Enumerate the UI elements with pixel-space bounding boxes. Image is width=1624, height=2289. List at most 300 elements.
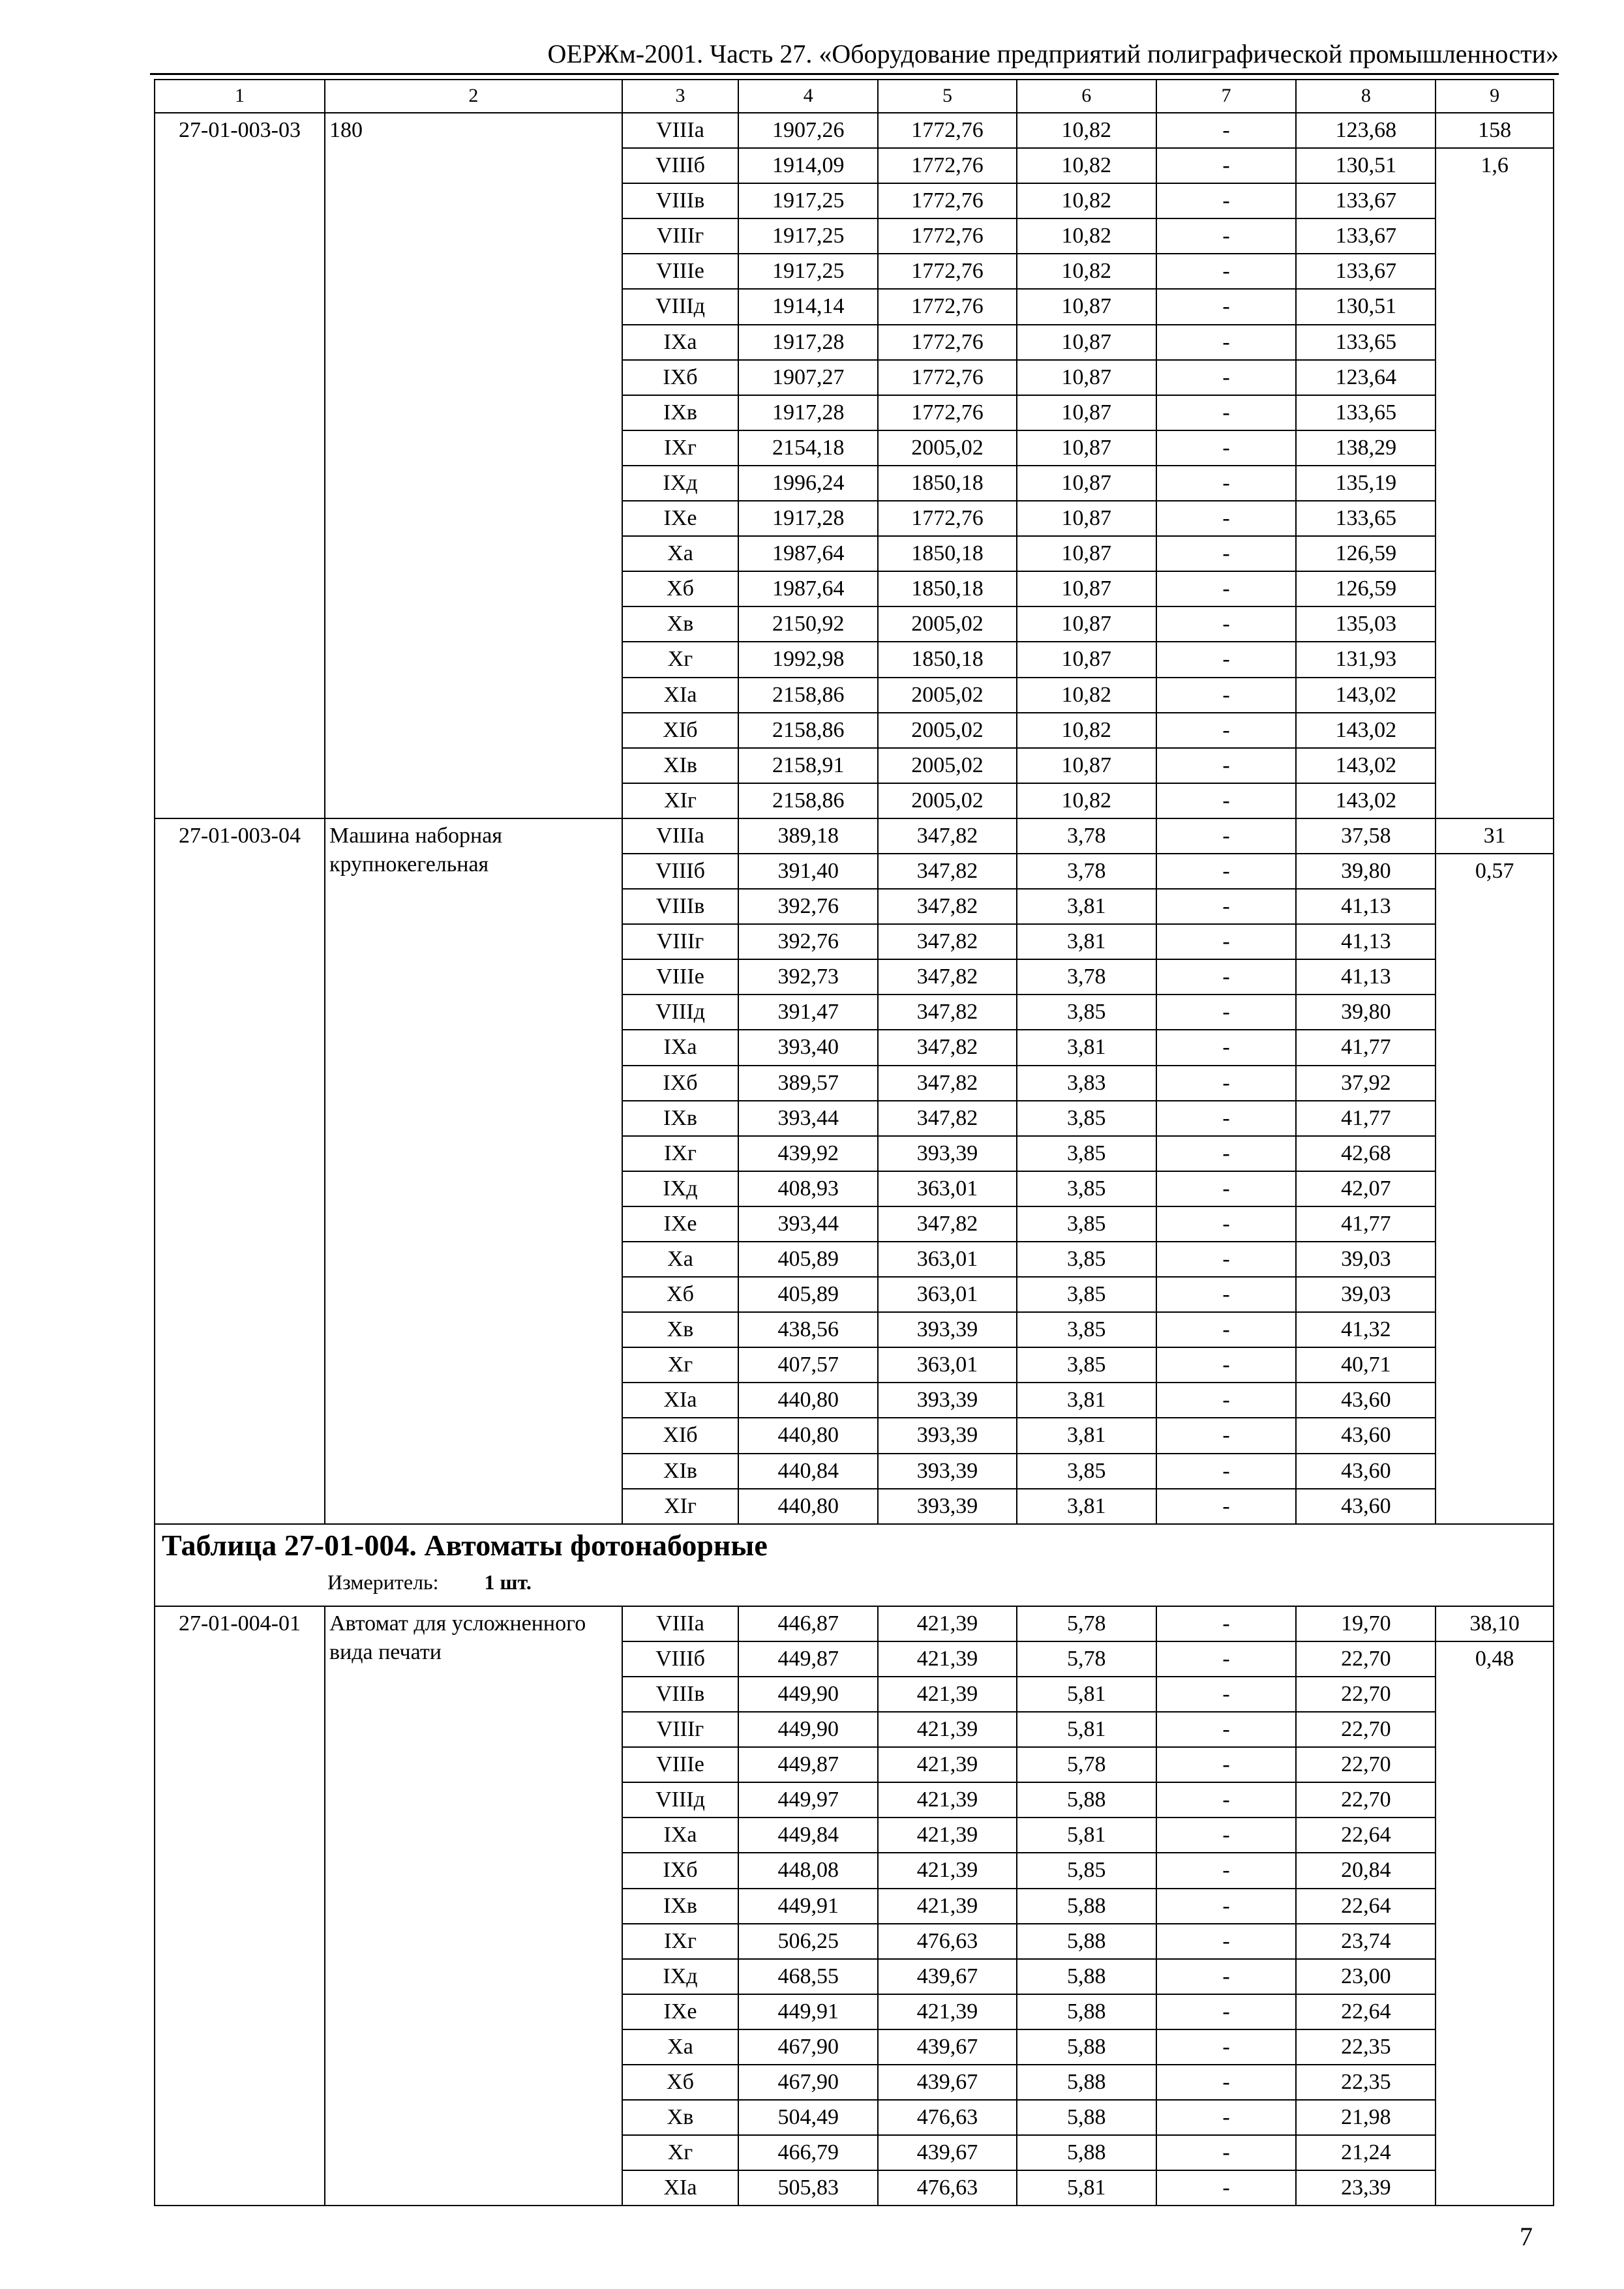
table-cell: 1772,76	[878, 325, 1017, 360]
table-cell: 421,39	[878, 1747, 1017, 1782]
table-cell: 10,87	[1017, 325, 1156, 360]
column-number: 7	[1156, 80, 1297, 113]
table-cell: -	[1156, 1383, 1297, 1418]
table-cell: 1987,64	[738, 536, 878, 571]
table-cell: 133,65	[1296, 395, 1436, 430]
column-number: 3	[622, 80, 739, 113]
table-cell: 407,57	[738, 1347, 878, 1383]
table-cell: 43,60	[1296, 1454, 1436, 1489]
table-cell: 21,24	[1296, 2135, 1436, 2170]
table-cell: 22,64	[1296, 1818, 1436, 1853]
table-cell: 133,65	[1296, 501, 1436, 536]
table-cell: IXа	[622, 1818, 739, 1853]
table-cell: 363,01	[878, 1347, 1017, 1383]
norm-name: Машина наборная крупнокегельная	[325, 818, 622, 1524]
table-cell: -	[1156, 1136, 1297, 1171]
table-cell: -	[1156, 2100, 1297, 2135]
table-cell: -	[1156, 606, 1297, 642]
table-cell: 1917,25	[738, 254, 878, 289]
table-cell: IXг	[622, 1924, 739, 1959]
table-cell: 21,98	[1296, 2100, 1436, 2135]
table-cell: 347,82	[878, 854, 1017, 889]
table-cell: 10,87	[1017, 289, 1156, 324]
table-cell: 347,82	[878, 1066, 1017, 1101]
table-cell: -	[1156, 536, 1297, 571]
table-cell: 421,39	[878, 1994, 1017, 2029]
table-cell: 3,85	[1017, 1277, 1156, 1312]
table-cell: VIIIа	[622, 113, 739, 148]
table-cell: -	[1156, 642, 1297, 677]
table-cell: 10,82	[1017, 183, 1156, 218]
table-cell: 40,71	[1296, 1347, 1436, 1383]
table-cell: IXе	[622, 501, 739, 536]
table-cell: IXв	[622, 395, 739, 430]
table-cell: 421,39	[878, 1677, 1017, 1712]
table-cell: 5,81	[1017, 1677, 1156, 1712]
table-cell: Xб	[622, 1277, 739, 1312]
table-cell: IXг	[622, 1136, 739, 1171]
table-cell: 5,78	[1017, 1747, 1156, 1782]
table-cell: -	[1156, 1924, 1297, 1959]
table-cell: 10,82	[1017, 678, 1156, 713]
table-cell: Xв	[622, 606, 739, 642]
table-cell: 389,57	[738, 1066, 878, 1101]
table-cell: -	[1156, 1677, 1297, 1712]
table-cell: 41,13	[1296, 889, 1436, 924]
table-cell: 3,85	[1017, 1171, 1156, 1206]
table-cell: 23,39	[1296, 2170, 1436, 2206]
table-cell: Xа	[622, 536, 739, 571]
table-cell: 43,60	[1296, 1489, 1436, 1524]
table-cell: Xг	[622, 1347, 739, 1383]
table-cell: 3,78	[1017, 959, 1156, 995]
table-cell: Xв	[622, 1312, 739, 1347]
table-cell: IXа	[622, 1030, 739, 1065]
table-cell: 5,88	[1017, 2065, 1156, 2100]
table-cell: VIIIд	[622, 995, 739, 1030]
table-cell: -	[1156, 148, 1297, 183]
table-cell: 392,76	[738, 924, 878, 959]
table-cell: 468,55	[738, 1959, 878, 1994]
table-cell: 22,70	[1296, 1677, 1436, 1712]
table-cell: 506,25	[738, 1924, 878, 1959]
table-cell: 37,58	[1296, 818, 1436, 854]
table-cell: 448,08	[738, 1853, 878, 1888]
table-cell: 41,13	[1296, 959, 1436, 995]
table-cell: 393,44	[738, 1206, 878, 1242]
col9-value: 0,57	[1436, 854, 1554, 1524]
table-cell: 421,39	[878, 1606, 1017, 1641]
table-cell: 449,97	[738, 1782, 878, 1818]
table-cell: Xа	[622, 2029, 739, 2065]
table-cell: 1850,18	[878, 642, 1017, 677]
table-cell: 1917,25	[738, 183, 878, 218]
table-cell: Xг	[622, 642, 739, 677]
table-cell: 421,39	[878, 1818, 1017, 1853]
meter-line	[162, 1566, 1553, 1598]
table-cell: 421,39	[878, 1641, 1017, 1677]
table-cell: 133,67	[1296, 183, 1436, 218]
table-cell: 3,81	[1017, 1030, 1156, 1065]
table-cell: 3,85	[1017, 1136, 1156, 1171]
table-cell: -	[1156, 2029, 1297, 2065]
table-cell: 22,35	[1296, 2065, 1436, 2100]
table-cell: -	[1156, 1782, 1297, 1818]
table-cell: -	[1156, 430, 1297, 466]
table-cell: 3,85	[1017, 1206, 1156, 1242]
table-cell: 439,67	[878, 2029, 1017, 2065]
table-cell: 135,19	[1296, 466, 1436, 501]
table-cell: -	[1156, 1171, 1297, 1206]
table-cell: -	[1156, 1712, 1297, 1747]
table-cell: 1772,76	[878, 148, 1017, 183]
table-cell: 393,40	[738, 1030, 878, 1065]
table-cell: 3,81	[1017, 924, 1156, 959]
table-cell: -	[1156, 1959, 1297, 1994]
table-cell: 3,85	[1017, 1242, 1156, 1277]
table-cell: 123,64	[1296, 360, 1436, 395]
table-cell: XIа	[622, 678, 739, 713]
table-cell: 10,87	[1017, 642, 1156, 677]
table-cell: 143,02	[1296, 783, 1436, 818]
table-cell: 449,90	[738, 1677, 878, 1712]
table-cell: 439,67	[878, 1959, 1017, 1994]
table-cell: -	[1156, 1606, 1297, 1641]
table-cell: 3,81	[1017, 889, 1156, 924]
table-cell: 3,85	[1017, 1347, 1156, 1383]
table-cell: 476,63	[878, 1924, 1017, 1959]
table-cell: 1914,14	[738, 289, 878, 324]
table-cell: 2150,92	[738, 606, 878, 642]
table-cell: -	[1156, 678, 1297, 713]
table-cell: 23,74	[1296, 1924, 1436, 1959]
table-cell: 10,87	[1017, 430, 1156, 466]
table-cell: 393,39	[878, 1489, 1017, 1524]
table-title-row	[155, 1524, 1554, 1606]
table-cell: 126,59	[1296, 571, 1436, 606]
table-cell: 5,85	[1017, 1853, 1156, 1888]
table-cell: 449,84	[738, 1818, 878, 1853]
table-cell: -	[1156, 571, 1297, 606]
table-row	[155, 113, 1554, 148]
table-cell: 347,82	[878, 1101, 1017, 1136]
table-cell: -	[1156, 501, 1297, 536]
table-cell: Xв	[622, 2100, 739, 2135]
table-cell: 22,70	[1296, 1641, 1436, 1677]
table-cell: XIб	[622, 713, 739, 748]
table-cell: VIIIд	[622, 289, 739, 324]
table-cell: 1772,76	[878, 113, 1017, 148]
table-cell: IXд	[622, 1959, 739, 1994]
table-cell: 10,82	[1017, 113, 1156, 148]
table-cell: VIIIд	[622, 1782, 739, 1818]
table-cell: 2158,91	[738, 748, 878, 783]
table-cell: 22,35	[1296, 2029, 1436, 2065]
table-cell: 42,07	[1296, 1171, 1436, 1206]
table-cell: 2005,02	[878, 713, 1017, 748]
table-cell: 363,01	[878, 1171, 1017, 1206]
table-cell: 133,67	[1296, 254, 1436, 289]
col9-value: 1,6	[1436, 148, 1554, 818]
table-cell: 449,91	[738, 1994, 878, 2029]
table-cell: 1917,28	[738, 325, 878, 360]
table-cell: 1907,27	[738, 360, 878, 395]
table-cell: 5,81	[1017, 1818, 1156, 1853]
table-cell: -	[1156, 2170, 1297, 2206]
table-cell: 5,78	[1017, 1641, 1156, 1677]
norm-name: Автомат для усложненного вида печати	[325, 1606, 622, 2206]
table-cell: IXе	[622, 1206, 739, 1242]
table-cell: 10,87	[1017, 536, 1156, 571]
table-cell: 363,01	[878, 1242, 1017, 1277]
table-cell: 1992,98	[738, 642, 878, 677]
table-cell: 440,84	[738, 1454, 878, 1489]
table-cell: 10,82	[1017, 254, 1156, 289]
table-cell: 10,82	[1017, 218, 1156, 254]
table-cell: -	[1156, 1489, 1297, 1524]
table-cell: IXб	[622, 360, 739, 395]
table-cell: 10,82	[1017, 713, 1156, 748]
table-cell: 39,03	[1296, 1242, 1436, 1277]
table-cell: VIIIб	[622, 854, 739, 889]
table-cell: VIIIг	[622, 1712, 739, 1747]
table-cell: 1917,25	[738, 218, 878, 254]
table-cell: 1907,26	[738, 113, 878, 148]
col9-value: 0,48	[1436, 1641, 1554, 2206]
table-cell: -	[1156, 1242, 1297, 1277]
table-cell: 446,87	[738, 1606, 878, 1641]
column-number: 4	[738, 80, 878, 113]
table-cell: 421,39	[878, 1889, 1017, 1924]
table-cell: -	[1156, 254, 1297, 289]
table-cell: 3,81	[1017, 1418, 1156, 1453]
table-cell: 347,82	[878, 1030, 1017, 1065]
table-cell: 3,85	[1017, 1101, 1156, 1136]
table-cell: 10,87	[1017, 360, 1156, 395]
table-cell: 1772,76	[878, 289, 1017, 324]
table-cell: Xб	[622, 571, 739, 606]
table-title: Таблица 27-01-004. Автоматы фотонаборные	[162, 1528, 768, 1562]
table-cell: VIIIг	[622, 218, 739, 254]
table-cell: -	[1156, 854, 1297, 889]
table-cell: 39,03	[1296, 1277, 1436, 1312]
table-cell: 5,88	[1017, 1959, 1156, 1994]
table-cell: -	[1156, 466, 1297, 501]
table-cell: -	[1156, 113, 1297, 148]
table-cell: 440,80	[738, 1418, 878, 1453]
norm-code: 27-01-004-01	[155, 1606, 325, 2206]
table-cell: -	[1156, 1418, 1297, 1453]
table-cell: -	[1156, 183, 1297, 218]
table-cell: 123,68	[1296, 113, 1436, 148]
table-cell: -	[1156, 924, 1297, 959]
table-cell: 393,39	[878, 1312, 1017, 1347]
table-cell: 5,88	[1017, 1994, 1156, 2029]
table-cell: -	[1156, 1853, 1297, 1888]
table-cell: XIв	[622, 748, 739, 783]
table-cell: 39,80	[1296, 854, 1436, 889]
table-cell: 5,88	[1017, 2135, 1156, 2170]
table-cell: 1850,18	[878, 466, 1017, 501]
table-cell: -	[1156, 783, 1297, 818]
table-cell: Xа	[622, 1242, 739, 1277]
table-cell: -	[1156, 1206, 1297, 1242]
table-cell: 392,76	[738, 889, 878, 924]
table-cell: XIа	[622, 2170, 739, 2206]
table-cell: 2005,02	[878, 783, 1017, 818]
table-title-cell	[155, 1524, 1554, 1606]
table-cell: 1772,76	[878, 395, 1017, 430]
column-number: 2	[325, 80, 622, 113]
table-cell: -	[1156, 325, 1297, 360]
table-row	[155, 818, 1554, 854]
table-cell: -	[1156, 395, 1297, 430]
table-cell: 10,87	[1017, 395, 1156, 430]
table-cell: 133,67	[1296, 218, 1436, 254]
table-cell: 3,83	[1017, 1066, 1156, 1101]
table-cell: 135,03	[1296, 606, 1436, 642]
table-cell: Xб	[622, 2065, 739, 2100]
table-cell: 1850,18	[878, 571, 1017, 606]
table-cell: IXв	[622, 1889, 739, 1924]
col9-value: 38,10	[1436, 1606, 1554, 1641]
table-cell: -	[1156, 995, 1297, 1030]
norms-table	[154, 79, 1554, 2206]
column-number: 8	[1296, 80, 1436, 113]
table-cell: IXб	[622, 1853, 739, 1888]
table-cell: 389,18	[738, 818, 878, 854]
table-cell: -	[1156, 1101, 1297, 1136]
table-cell: 5,81	[1017, 2170, 1156, 2206]
table-cell: 3,81	[1017, 1489, 1156, 1524]
table-cell: 449,87	[738, 1641, 878, 1677]
table-cell: 1996,24	[738, 466, 878, 501]
table-cell: XIг	[622, 1489, 739, 1524]
table-cell: 3,78	[1017, 818, 1156, 854]
table-cell: 2005,02	[878, 678, 1017, 713]
table-cell: 41,13	[1296, 924, 1436, 959]
table-cell: 143,02	[1296, 748, 1436, 783]
table-cell: IXд	[622, 466, 739, 501]
table-cell: 421,39	[878, 1712, 1017, 1747]
table-cell: 392,73	[738, 959, 878, 995]
table-cell: 449,90	[738, 1712, 878, 1747]
table-cell: XIг	[622, 783, 739, 818]
table-cell: 393,39	[878, 1454, 1017, 1489]
table-cell: 505,83	[738, 2170, 878, 2206]
table-cell: 363,01	[878, 1277, 1017, 1312]
table-cell: -	[1156, 1277, 1297, 1312]
table-cell: 2158,86	[738, 678, 878, 713]
table-cell: 1987,64	[738, 571, 878, 606]
table-cell: -	[1156, 1347, 1297, 1383]
table-cell: 10,87	[1017, 466, 1156, 501]
table-cell: 391,40	[738, 854, 878, 889]
table-cell: 3,81	[1017, 1383, 1156, 1418]
table-cell: 1850,18	[878, 536, 1017, 571]
table-cell: 2005,02	[878, 430, 1017, 466]
table-cell: IXб	[622, 1066, 739, 1101]
table-cell: 393,44	[738, 1101, 878, 1136]
table-cell: 22,70	[1296, 1712, 1436, 1747]
table-cell: IXа	[622, 325, 739, 360]
table-cell: -	[1156, 889, 1297, 924]
table-cell: 130,51	[1296, 148, 1436, 183]
table-cell: 1917,28	[738, 501, 878, 536]
table-cell: 22,70	[1296, 1782, 1436, 1818]
table-row	[155, 1606, 1554, 1641]
table-cell: 143,02	[1296, 678, 1436, 713]
table-cell: 20,84	[1296, 1853, 1436, 1888]
table-cell: -	[1156, 959, 1297, 995]
table-cell: 393,39	[878, 1136, 1017, 1171]
table-cell: IXг	[622, 430, 739, 466]
table-cell: -	[1156, 218, 1297, 254]
norm-name: 180	[325, 113, 622, 818]
table-cell: 22,64	[1296, 1994, 1436, 2029]
table-cell: 405,89	[738, 1242, 878, 1277]
table-cell: 1772,76	[878, 360, 1017, 395]
meter-label: Измеритель:	[327, 1570, 439, 1594]
table-cell: 138,29	[1296, 430, 1436, 466]
table-cell: 421,39	[878, 1782, 1017, 1818]
table-cell: 347,82	[878, 959, 1017, 995]
table-cell: -	[1156, 748, 1297, 783]
table-cell: 347,82	[878, 995, 1017, 1030]
table-cell: 23,00	[1296, 1959, 1436, 1994]
column-number-row	[155, 80, 1554, 113]
table-cell: 10,82	[1017, 148, 1156, 183]
column-number: 1	[155, 80, 325, 113]
page-number: 7	[1520, 2222, 1533, 2251]
table-cell: VIIIа	[622, 1606, 739, 1641]
table-cell: 1914,09	[738, 148, 878, 183]
table-cell: -	[1156, 2065, 1297, 2100]
table-cell: 143,02	[1296, 713, 1436, 748]
document-header: ОЕРЖм-2001. Часть 27. «Оборудование предприятий полиграфической промышленности»	[547, 39, 1559, 68]
table-cell: 476,63	[878, 2100, 1017, 2135]
table-cell: 1772,76	[878, 218, 1017, 254]
table-cell: 347,82	[878, 1206, 1017, 1242]
table-cell: 2005,02	[878, 748, 1017, 783]
table-cell: 440,80	[738, 1383, 878, 1418]
table-cell: 449,91	[738, 1889, 878, 1924]
table-cell: 22,70	[1296, 1747, 1436, 1782]
table-cell: 5,88	[1017, 1924, 1156, 1959]
table-cell: 440,80	[738, 1489, 878, 1524]
table-cell: -	[1156, 1454, 1297, 1489]
table-cell: 37,92	[1296, 1066, 1436, 1101]
table-cell: 1772,76	[878, 501, 1017, 536]
table-cell: 1772,76	[878, 183, 1017, 218]
norm-code: 27-01-003-04	[155, 818, 325, 1524]
column-number: 5	[878, 80, 1017, 113]
table-cell: XIв	[622, 1454, 739, 1489]
table-cell: 41,32	[1296, 1312, 1436, 1347]
table-cell: 1917,28	[738, 395, 878, 430]
table-cell: 5,78	[1017, 1606, 1156, 1641]
table-cell: 39,80	[1296, 995, 1436, 1030]
table-cell: VIIIе	[622, 1747, 739, 1782]
table-cell: -	[1156, 1030, 1297, 1065]
table-cell: -	[1156, 713, 1297, 748]
table-cell: XIа	[622, 1383, 739, 1418]
table-cell: 10,82	[1017, 783, 1156, 818]
table-cell: 5,88	[1017, 2029, 1156, 2065]
table-cell: -	[1156, 1818, 1297, 1853]
table-cell: 131,93	[1296, 642, 1436, 677]
table-cell: -	[1156, 289, 1297, 324]
